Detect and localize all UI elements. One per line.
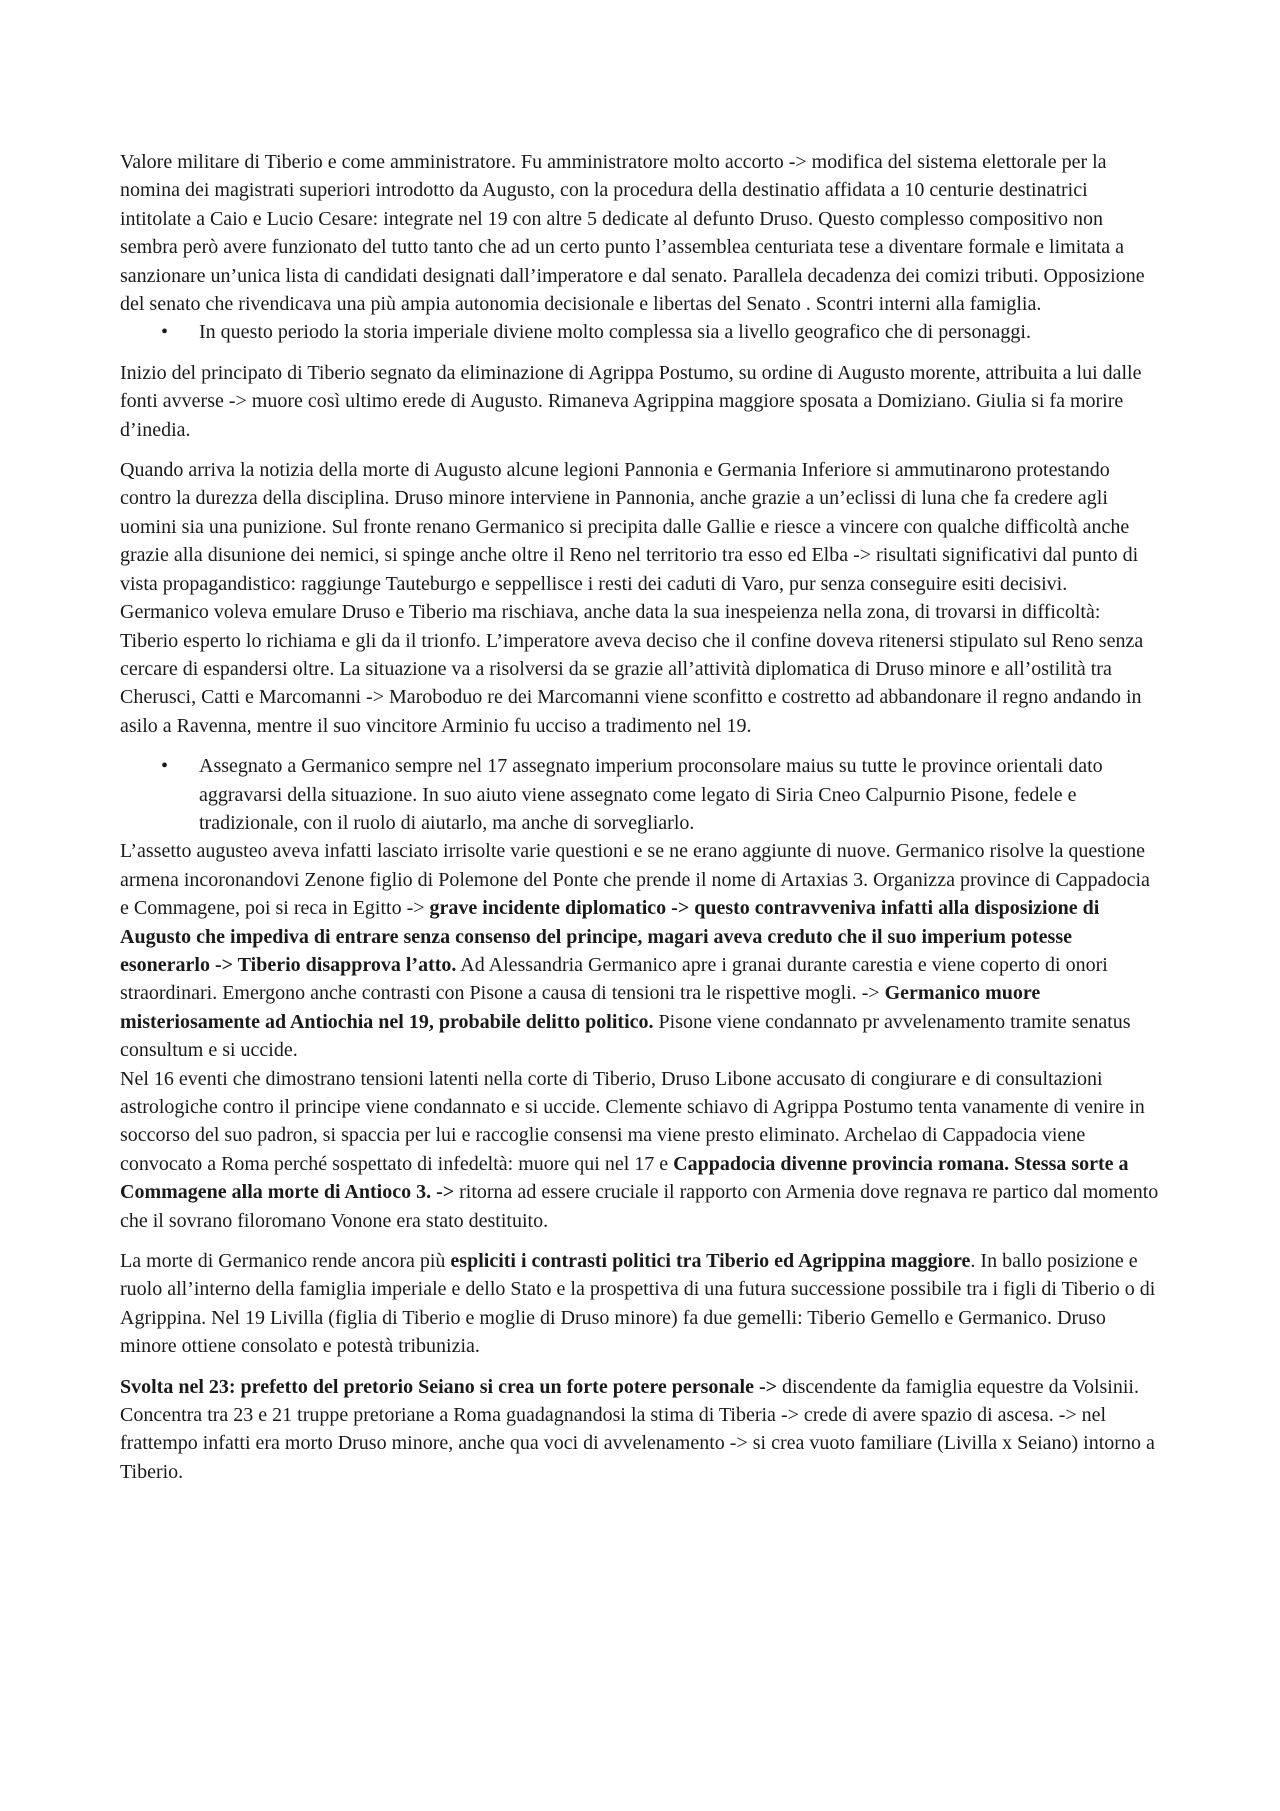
- text-run: Pisone viene condannato pr avvelenamento tramite senatus consultum e si uccide.: [120, 1010, 1131, 1062]
- text-run: Valore militare di Tiberio e come amministratore. Fu amministratore molto accorto -> modifica del sistema elettorale per la nomina dei magistrati superiori introdotto da Augusto, con la procedura della destinatio affidata a 10 centurie destinatrici intitolate a Caio e Lucio Cesare: integrate nel 19 con altre 5 dedicate al defunto Druso. Questo complesso compositivo non sembra però avere funzionato del tutto tanto che ad un certo punto l’assemblea centuriata tese a diventare formale e limitata a sanzionare un’unica lista di candidati designati dall’imperatore e dal senato. Parallela decadenza dei comizi tributi. Opposizione del senato che rivendicava una più ampia autonomia decisionale e libertas del Senato . Scontri interni alla famiglia.: [120, 151, 1145, 316]
- text-run: . In ballo posizione e ruolo all’interno della famiglia imperiale e dello Stato e la prospettiva di una futura successione possibile tra i figli di Tiberio o di Agrippina. Nel 19 Livilla (figlia di Tiberio e moglie di Druso minore) fa due gemelli: Tiberio Gemello e Germanico. Druso minore ottiene consolato e potestà tribunizia.: [120, 1250, 1156, 1358]
- bold-text-run: espliciti i contrasti politici tra Tiberio ed Agrippina maggiore: [450, 1250, 971, 1273]
- text-run: La morte di Germanico rende ancora più: [120, 1250, 451, 1273]
- text-run: L’assetto augusteo aveva infatti lasciato irrisolte varie questioni e se ne erano aggiunte di nuove. Germanico risolve la questione armena incoronandovi Zenone figlio di Polemone del Ponte che prende il nome di Artaxias 3. Organizza province di Cappadocia e Commagene, poi si reca in Egitto ->: [120, 840, 1150, 920]
- paragraph-2: [120, 359, 1160, 444]
- paragraph-6: [120, 1065, 1160, 1235]
- paragraph-0: [120, 148, 1160, 318]
- text-run: Quando arriva la notizia della morte di Augusto alcune legioni Pannonia e Germania Inferiore si ammutinarono protestando contro la durezza della disciplina. Druso minore interviene in Pannonia, anche grazie a un’eclissi di luna che fa credere agli uomini sia una punizione. Sul fronte renano Germanico si precipita dalle Gallie e riesce a vincere con qualche difficoltà anche grazie alla disunione dei nemici, si spinge anche oltre il Reno nel territorio tra esso ed Elba -> risultati significativi dal punto di vista propagandistico: raggiunge Tauteburgo e seppellisce i resti dei caduti di Varo, pur senza conseguire esiti decisivi. Germanico voleva emulare Druso e Tiberio ma rischiava, anche data la sua inespeienza nella zona, di trovarsi in difficoltà: Tiberio esperto lo richiama e gli da il trionfo. L’imperatore aveva deciso che il confine doveva ritenersi stipulato sul Reno senza cercare di espandersi oltre. La situazione va a risolversi da se grazie all’attività diplomatica di Druso minore e all’ostilità tra Cherusci, Catti e Marcomanni -> Maroboduo re dei Marcomanni viene sconfitto e costretto ad abbandonare il regno andando in asilo a Ravenna, mentre il suo vincitore Arminio fu ucciso a tradimento nel 19.: [120, 459, 1144, 737]
- text-run: Assegnato a Germanico sempre nel 17 assegnato imperium proconsolare maius su tutte le province orientali dato aggravarsi della situazione. In suo aiuto viene assegnato come legato di Siria Cneo Calpurnio Pisone, fedele e tradizionale, con il ruolo di aiutarlo, ma anche di sorvegliarlo.: [199, 755, 1103, 834]
- bold-text-run: Svolta nel 23: prefetto del pretorio Seiano si crea un forte potere personale ->: [120, 1375, 778, 1398]
- bullet-item-4: [120, 752, 1160, 837]
- text-run: In questo periodo la storia imperiale diviene molto complessa sia a livello geografico che di personaggi.: [199, 321, 1031, 344]
- text-run: discendente da famiglia equestre da Volsinii. Concentra tra 23 e 21 truppe pretoriane a Roma guadagnandosi la stima di Tiberia -> crede di avere spazio di ascesa. -> nel frattempo infatti era morto Druso minore, anche qua voci di avvelenamento -> si crea vuoto familiare (Livilla x Seiano) intorno a Tiberio.: [120, 1375, 1155, 1483]
- text-run: Ad Alessandria Germanico apre i granai durante carestia e viene coperto di onori straordinari. Emergono anche contrasti con Pisone a causa di tensioni tra le rispettive mogli. ->: [120, 953, 1108, 1005]
- bold-text-run: Cappadocia divenne provincia romana. Stessa sorte a Commagene alla morte di Antioco 3. ->: [120, 1152, 1129, 1204]
- bullet-item-1: [120, 318, 1160, 346]
- paragraph-5: [120, 837, 1160, 1064]
- paragraph-7: [120, 1247, 1160, 1361]
- text-run: ritorna ad essere cruciale il rapporto con Armenia dove regnava re partico dal momento che il sovrano filoromano Vonone era stato destituito.: [120, 1181, 1159, 1232]
- bold-text-run: Germanico muore misteriosamente ad Antiochia nel 19, probabile delitto politico.: [120, 982, 1041, 1033]
- bullet-marker: •: [161, 755, 169, 778]
- bullet-marker: •: [161, 321, 169, 344]
- text-run: Inizio del principato di Tiberio segnato da eliminazione di Agrippa Postumo, su ordine di Augusto morente, attribuita a lui dalle fonti avverse -> muore così ultimo erede di Augusto. Rimaneva Agrippina maggiore sposata a Domiziano. Giulia si fa morire d’inedia.: [120, 361, 1142, 441]
- paragraph-8: [120, 1373, 1160, 1487]
- paragraph-3: [120, 456, 1160, 740]
- bold-text-run: grave incidente diplomatico -> questo contravveniva infatti alla disposizione di Augusto che impediva di entrare senza consenso del principe, magari aveva creduto che il suo imperium potesse esonerarlo -> Tiberio disapprova l’atto.: [120, 897, 1100, 976]
- text-run: Nel 16 eventi che dimostrano tensioni latenti nella corte di Tiberio, Druso Libone accusato di congiurare e di consultazioni astrologiche contro il principe viene condannato e si uccide. Clemente schiavo di Agrippa Postumo tenta vanamente di venire in soccorso del suo padron, si spaccia per lui e raccoglie consensi ma viene presto eliminato. Archelao di Cappadocia viene convocato a Roma perché sospettato di infedeltà: muore qui nel 17 e: [120, 1067, 1145, 1175]
